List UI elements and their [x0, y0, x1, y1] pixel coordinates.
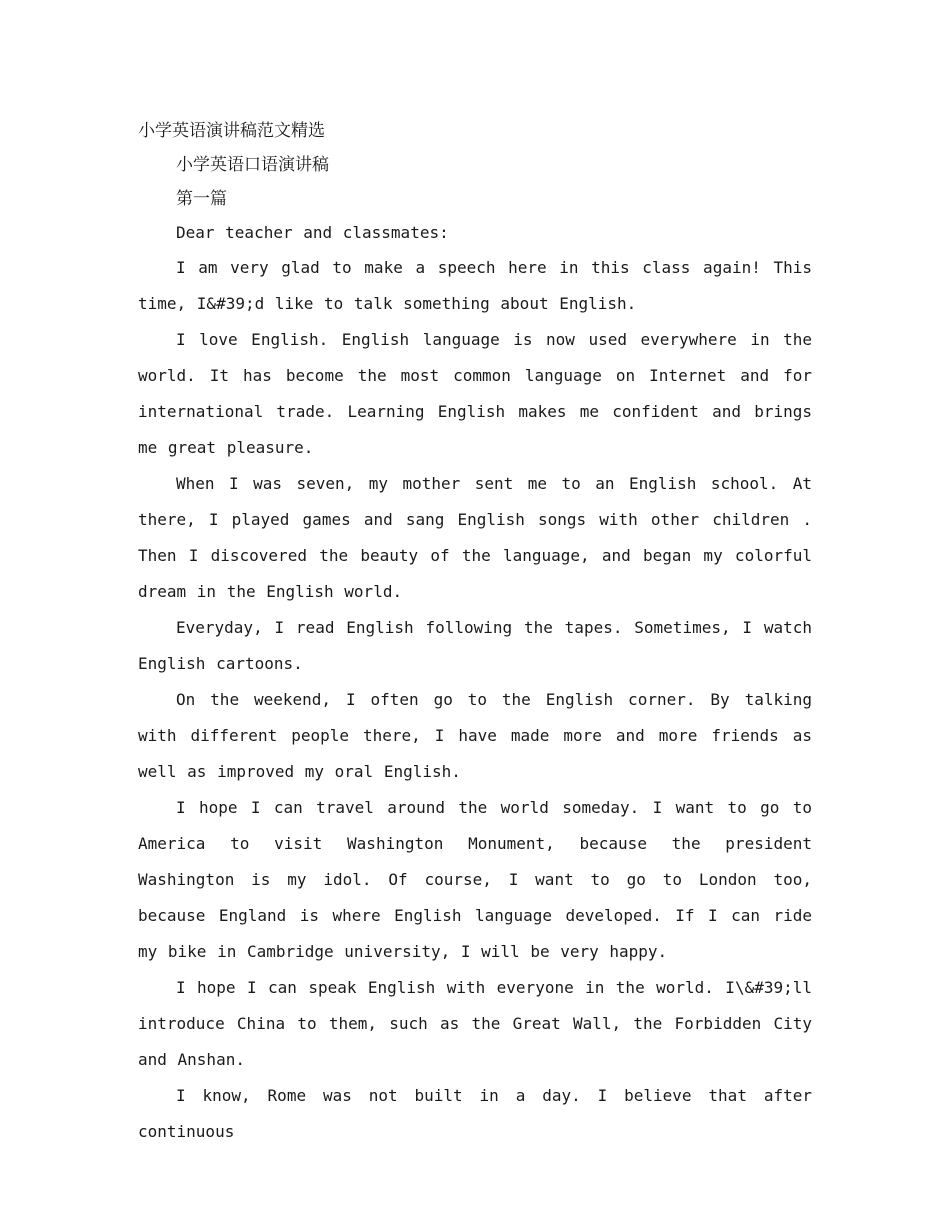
paragraph-1: I am very glad to make a speech here in this class again! This time, I&#39;d like to talk something about English. [138, 258, 812, 313]
paragraph-4: Everyday, I read English following the tapes. Sometimes, I watch English cartoons. [138, 618, 812, 673]
greeting: Dear teacher and classmates: [176, 223, 449, 242]
document-page [138, 114, 812, 1150]
paragraph-6: I hope I can travel around the world someday. I want to go to America to visit Washington Monument, because the president Washington is my idol. Of course, I want to go to London too, because England is where English language developed. If I can ride my bike in Cambridge university, I will be very happy. [138, 798, 812, 961]
paragraph-8: I know, Rome was not built in a day. I believe that after continuous [138, 1086, 812, 1141]
section-heading: 第一篇 [176, 189, 227, 209]
paragraph-3: When I was seven, my mother sent me to an English school. At there, I played games and sang English songs with other children . Then I discovered the beauty of the language, and began my colorful dream in the English world. [138, 474, 812, 601]
paragraph-2: I love English. English language is now used everywhere in the world. It has become the most common language on Internet and for international trade. Learning English makes me confident and brings me great pleasure. [138, 330, 812, 457]
paragraph-5: On the weekend, I often go to the English corner. By talking with different people there, I have made more and more friends as well as improved my oral English. [138, 690, 812, 781]
document-title: 小学英语演讲稿范文精选 [138, 121, 325, 141]
document-subtitle: 小学英语口语演讲稿 [176, 155, 329, 175]
paragraph-7: I hope I can speak English with everyone in the world. I\&#39;ll introduce China to them, such as the Great Wall, the Forbidden City and Anshan. [138, 978, 812, 1069]
